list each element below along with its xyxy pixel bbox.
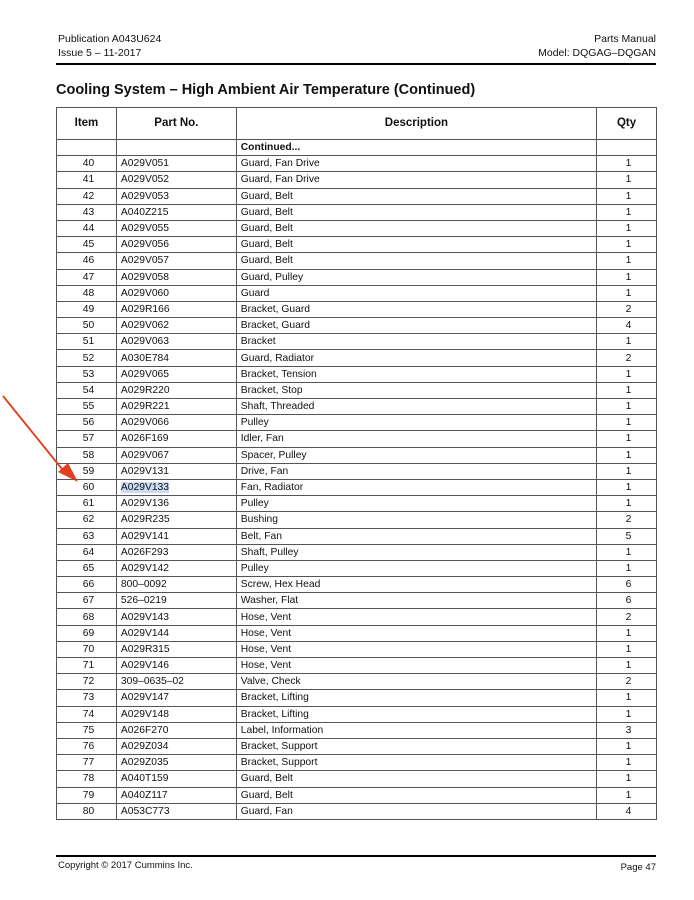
item-cell: 60 — [57, 479, 117, 495]
item-cell: 46 — [57, 253, 117, 269]
qty-cell: 1 — [597, 560, 657, 576]
table-row — [57, 496, 657, 512]
table-row — [57, 674, 657, 690]
part-number-cell: A029V063 — [116, 334, 236, 350]
part-number-cell: A029V056 — [116, 237, 236, 253]
qty-cell: 1 — [597, 285, 657, 301]
item-cell: 70 — [57, 641, 117, 657]
part-number-cell: A029R166 — [116, 301, 236, 317]
qty-cell: 1 — [597, 658, 657, 674]
table-row — [57, 431, 657, 447]
table-row — [57, 625, 657, 641]
table-row — [57, 803, 657, 819]
item-cell: 45 — [57, 237, 117, 253]
arrow-head — [58, 463, 78, 482]
qty-cell: 2 — [597, 512, 657, 528]
table-row — [57, 156, 657, 172]
description-cell: Label, Information — [236, 722, 596, 738]
part-number-cell: A029V065 — [116, 366, 236, 382]
header-right — [538, 32, 656, 60]
header-left — [58, 32, 161, 60]
part-number-cell: A029Z034 — [116, 738, 236, 754]
table-row — [57, 658, 657, 674]
part-number-cell: A029V053 — [116, 188, 236, 204]
part-number-cell: A029R221 — [116, 399, 236, 415]
item-cell: 71 — [57, 658, 117, 674]
qty-cell: 1 — [597, 156, 657, 172]
item-cell: 43 — [57, 204, 117, 220]
description-cell: Washer, Flat — [236, 593, 596, 609]
description-cell: Bracket, Stop — [236, 382, 596, 398]
table-row — [57, 253, 657, 269]
part-number-cell: A029R235 — [116, 512, 236, 528]
item-cell: 68 — [57, 609, 117, 625]
part-number-cell: A029V142 — [116, 560, 236, 576]
part-number-cell: A029V060 — [116, 285, 236, 301]
table-row — [57, 593, 657, 609]
part-number-cell: A040Z215 — [116, 204, 236, 220]
table-row — [57, 690, 657, 706]
description-cell: Hose, Vent — [236, 658, 596, 674]
item-cell: 72 — [57, 674, 117, 690]
description-cell: Guard, Pulley — [236, 269, 596, 285]
qty-cell: 1 — [597, 172, 657, 188]
qty-cell: 1 — [597, 755, 657, 771]
table-row — [57, 334, 657, 350]
description-cell: Guard, Radiator — [236, 350, 596, 366]
item-cell: 64 — [57, 544, 117, 560]
item-cell: 80 — [57, 803, 117, 819]
description-cell: Guard, Belt — [236, 188, 596, 204]
item-cell: 67 — [57, 593, 117, 609]
part-number-cell: A029V057 — [116, 253, 236, 269]
table-row — [57, 399, 657, 415]
description-cell: Drive, Fan — [236, 463, 596, 479]
item-cell: 41 — [57, 172, 117, 188]
table-row — [57, 577, 657, 593]
part-number-cell: A026F169 — [116, 431, 236, 447]
description-cell: Bracket, Support — [236, 738, 596, 754]
qty-cell: 1 — [597, 431, 657, 447]
item-cell: 49 — [57, 301, 117, 317]
qty-cell: 2 — [597, 609, 657, 625]
table-row — [57, 544, 657, 560]
part-number-cell: A029R220 — [116, 382, 236, 398]
page-title: Cooling System – High Ambient Air Temperature (Continued) — [56, 82, 476, 98]
qty-cell: 1 — [597, 771, 657, 787]
item-cell: 42 — [57, 188, 117, 204]
item-cell: 57 — [57, 431, 117, 447]
part-number-cell: A029V141 — [116, 528, 236, 544]
table-row — [57, 609, 657, 625]
table-row — [57, 301, 657, 317]
part-number-cell: A029V058 — [116, 269, 236, 285]
description-cell: Hose, Vent — [236, 625, 596, 641]
qty-cell: 1 — [597, 690, 657, 706]
qty-cell: 1 — [597, 366, 657, 382]
table-row — [57, 172, 657, 188]
table-row — [57, 382, 657, 398]
item-cell: 75 — [57, 722, 117, 738]
item-cell: 58 — [57, 447, 117, 463]
description-cell: Bracket — [236, 334, 596, 350]
qty-cell: 1 — [597, 188, 657, 204]
qty-cell: 2 — [597, 301, 657, 317]
table-row — [57, 366, 657, 382]
qty-cell: 4 — [597, 803, 657, 819]
table-row — [57, 285, 657, 301]
item-cell: 78 — [57, 771, 117, 787]
item-cell: 63 — [57, 528, 117, 544]
item-cell: 77 — [57, 755, 117, 771]
item-cell: 66 — [57, 577, 117, 593]
item-cell: 73 — [57, 690, 117, 706]
table-row — [57, 447, 657, 463]
qty-cell: 3 — [597, 722, 657, 738]
item-cell: 51 — [57, 334, 117, 350]
table-row — [57, 269, 657, 285]
part-number-cell: 526–0219 — [116, 593, 236, 609]
description-cell: Pulley — [236, 415, 596, 431]
column-header-description: Description — [236, 108, 596, 140]
description-cell: Guard, Fan Drive — [236, 156, 596, 172]
description-cell: Guard — [236, 285, 596, 301]
qty-cell: 1 — [597, 738, 657, 754]
qty-cell: 1 — [597, 625, 657, 641]
part-number-cell: A029V066 — [116, 415, 236, 431]
table-row — [57, 188, 657, 204]
item-cell: 61 — [57, 496, 117, 512]
table-row — [57, 220, 657, 236]
part-number-cell: A029V146 — [116, 658, 236, 674]
part-number-cell: A029V131 — [116, 463, 236, 479]
part-number-cell: A053C773 — [116, 803, 236, 819]
table-row — [57, 755, 657, 771]
part-number-cell: 309–0635–02 — [116, 674, 236, 690]
qty-cell: 2 — [597, 674, 657, 690]
description-cell: Guard, Belt — [236, 220, 596, 236]
header-divider — [56, 63, 656, 65]
description-cell: Hose, Vent — [236, 641, 596, 657]
qty-cell: 2 — [597, 350, 657, 366]
part-number-cell: A029V067 — [116, 447, 236, 463]
qty-cell: 1 — [597, 204, 657, 220]
table-row — [57, 738, 657, 754]
qty-cell: 1 — [597, 399, 657, 415]
table-row — [57, 706, 657, 722]
part-number-cell: A029V144 — [116, 625, 236, 641]
description-cell: Guard, Belt — [236, 253, 596, 269]
item-cell: 40 — [57, 156, 117, 172]
qty-cell: 6 — [597, 593, 657, 609]
highlighted-part-number: A029V133 — [120, 482, 170, 494]
description-cell: Bracket, Lifting — [236, 690, 596, 706]
manual-type: Parts Manual — [594, 33, 656, 45]
item-cell: 53 — [57, 366, 117, 382]
part-number-cell: A029R315 — [116, 641, 236, 657]
description-cell: Guard, Belt — [236, 237, 596, 253]
item-cell: 76 — [57, 738, 117, 754]
footer-divider — [56, 855, 656, 857]
parts-table-body — [57, 140, 657, 820]
table-row — [57, 722, 657, 738]
item-cell: 79 — [57, 787, 117, 803]
description-cell: Shaft, Pulley — [236, 544, 596, 560]
part-number-cell: A029Z035 — [116, 755, 236, 771]
table-row — [57, 350, 657, 366]
part-number-cell: A029V143 — [116, 609, 236, 625]
page-number: Page 47 — [620, 862, 656, 873]
item-cell: 59 — [57, 463, 117, 479]
description-cell: Valve, Check — [236, 674, 596, 690]
item-cell: 56 — [57, 415, 117, 431]
description-cell: Bracket, Guard — [236, 318, 596, 334]
description-cell: Shaft, Threaded — [236, 399, 596, 415]
qty-cell: 1 — [597, 237, 657, 253]
item-cell: 52 — [57, 350, 117, 366]
description-cell: Belt, Fan — [236, 528, 596, 544]
qty-cell: 6 — [597, 577, 657, 593]
part-number-cell: A030E784 — [116, 350, 236, 366]
qty-cell: 1 — [597, 382, 657, 398]
item-cell: 62 — [57, 512, 117, 528]
continued-row — [57, 140, 657, 156]
part-number-cell: A029V051 — [116, 156, 236, 172]
description-cell: Fan, Radiator — [236, 479, 596, 495]
qty-cell: 1 — [597, 447, 657, 463]
part-number-cell: A029V147 — [116, 690, 236, 706]
table-row — [57, 771, 657, 787]
qty-cell: 1 — [597, 496, 657, 512]
table-row — [57, 641, 657, 657]
part-number-cell: A026F293 — [116, 544, 236, 560]
qty-cell: 1 — [597, 334, 657, 350]
model-label: Model: DQGAG–DQGAN — [538, 47, 656, 59]
part-number-cell: A029V148 — [116, 706, 236, 722]
item-cell: 55 — [57, 399, 117, 415]
table-row — [57, 204, 657, 220]
part-number-cell: A029V062 — [116, 318, 236, 334]
part-number-cell: A040Z117 — [116, 787, 236, 803]
empty-cell — [57, 140, 117, 156]
item-cell: 65 — [57, 560, 117, 576]
empty-cell — [597, 140, 657, 156]
qty-cell: 1 — [597, 220, 657, 236]
column-header-part-no: Part No. — [116, 108, 236, 140]
table-row — [57, 512, 657, 528]
qty-cell: 1 — [597, 253, 657, 269]
description-cell: Bracket, Guard — [236, 301, 596, 317]
qty-cell: 1 — [597, 544, 657, 560]
arrow-shaft — [3, 396, 66, 474]
table-row — [57, 560, 657, 576]
table-row — [57, 318, 657, 334]
column-header-item: Item — [57, 108, 117, 140]
red-arrow-annotation — [0, 390, 90, 490]
part-number-cell: A029V055 — [116, 220, 236, 236]
qty-cell: 1 — [597, 706, 657, 722]
qty-cell: 1 — [597, 415, 657, 431]
copyright: Copyright © 2017 Cummins Inc. — [58, 860, 193, 871]
table-row — [57, 787, 657, 803]
part-number-cell — [116, 479, 236, 495]
description-cell: Pulley — [236, 496, 596, 512]
part-number-cell: A026F270 — [116, 722, 236, 738]
item-cell: 47 — [57, 269, 117, 285]
description-cell: Screw, Hex Head — [236, 577, 596, 593]
description-cell: Guard, Fan — [236, 803, 596, 819]
description-cell: Guard, Belt — [236, 204, 596, 220]
item-cell: 54 — [57, 382, 117, 398]
qty-cell: 5 — [597, 528, 657, 544]
description-cell: Guard, Belt — [236, 771, 596, 787]
description-cell: Bracket, Support — [236, 755, 596, 771]
qty-cell: 1 — [597, 463, 657, 479]
issue-date: Issue 5 – 11-2017 — [58, 47, 142, 59]
table-row — [57, 528, 657, 544]
description-cell: Idler, Fan — [236, 431, 596, 447]
part-number-cell: A040T159 — [116, 771, 236, 787]
description-cell: Bracket, Tension — [236, 366, 596, 382]
description-cell: Hose, Vent — [236, 609, 596, 625]
description-cell: Bracket, Lifting — [236, 706, 596, 722]
item-cell: 44 — [57, 220, 117, 236]
table-header-row — [57, 108, 657, 140]
table-row — [57, 463, 657, 479]
qty-cell: 1 — [597, 641, 657, 657]
column-header-qty: Qty — [597, 108, 657, 140]
empty-cell — [116, 140, 236, 156]
item-cell: 50 — [57, 318, 117, 334]
description-cell: Bushing — [236, 512, 596, 528]
part-number-cell: A029V136 — [116, 496, 236, 512]
qty-cell: 1 — [597, 269, 657, 285]
parts-table — [56, 107, 657, 820]
table-row — [57, 479, 657, 495]
continued-label: Continued... — [236, 140, 596, 156]
description-cell: Spacer, Pulley — [236, 447, 596, 463]
table-row — [57, 237, 657, 253]
item-cell: 69 — [57, 625, 117, 641]
description-cell: Guard, Fan Drive — [236, 172, 596, 188]
description-cell: Pulley — [236, 560, 596, 576]
qty-cell: 4 — [597, 318, 657, 334]
qty-cell: 1 — [597, 479, 657, 495]
qty-cell: 1 — [597, 787, 657, 803]
description-cell: Guard, Belt — [236, 787, 596, 803]
part-number-cell: A029V052 — [116, 172, 236, 188]
part-number-cell: 800–0092 — [116, 577, 236, 593]
table-row — [57, 415, 657, 431]
publication-number: Publication A043U624 — [58, 33, 162, 45]
item-cell: 48 — [57, 285, 117, 301]
item-cell: 74 — [57, 706, 117, 722]
